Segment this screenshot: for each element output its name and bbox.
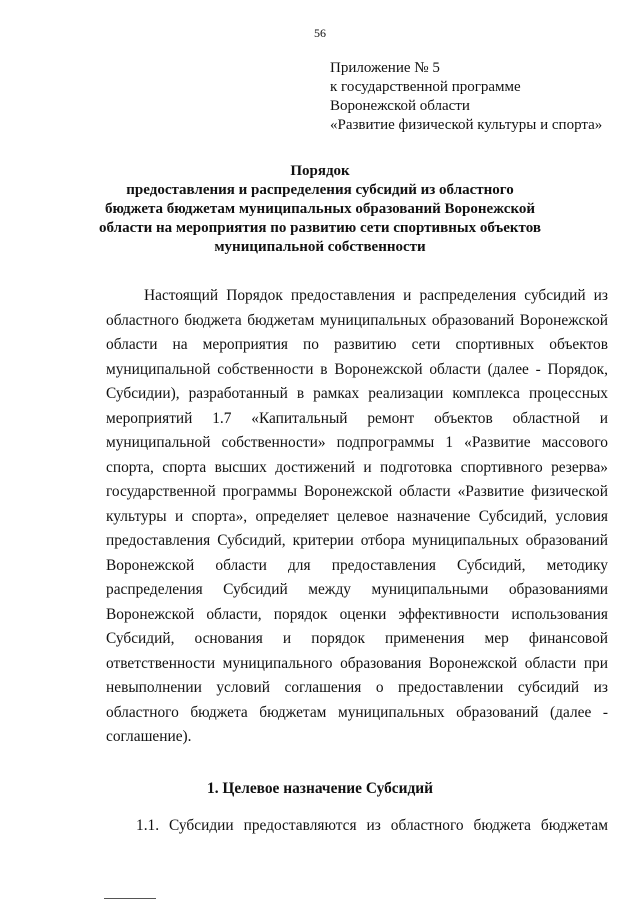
appendix-note (330, 59, 630, 135)
paragraph-line: Настоящий Порядок предоставления и распределения субсидий из (144, 287, 608, 304)
paragraph-line: муниципальной собственности в Воронежской области (далее - Порядок, (106, 360, 608, 378)
document-title (90, 162, 550, 257)
appendix-line: к государственной программе (330, 79, 521, 95)
paragraph-line: областного бюджета бюджетам муниципальных образований (далее - (106, 703, 608, 721)
paragraph-line: области на мероприятия по развитию сети спортивных объектов (106, 336, 608, 353)
paragraph-line: ответственности муниципального образования Воронежской области при (106, 654, 608, 672)
appendix-line: Воронежской области (330, 98, 470, 114)
title-line: области на мероприятия по развитию сети спортивных объектов (99, 220, 541, 236)
paragraph-line: мероприятий 1.7 «Капитальный ремонт объектов областной и (106, 409, 608, 427)
paragraph-line: Субсидий, основания и порядок применения мер финансовой (106, 630, 608, 647)
footnote-divider (104, 898, 156, 899)
paragraph-line: областного бюджета бюджетам муниципальных образований Воронежской (106, 311, 608, 329)
title-line: предоставления и распределения субсидий из областного (126, 182, 514, 198)
paragraph-line: Воронежской области для предоставления Субсидий, методику (106, 556, 608, 574)
paragraph-line: соглашение). (106, 728, 192, 745)
section-paragraph-line: 1.1. Субсидии предоставляются из областного бюджета бюджетам (136, 817, 608, 834)
page-number: 56 (314, 26, 326, 40)
title-line: муниципальной собственности (214, 239, 426, 255)
paragraph-line: государственной программы Воронежской области «Развитие физической (106, 483, 608, 500)
paragraph-line: муниципальной собственности» подпрограммы 1 «Развитие массового (106, 434, 608, 451)
section-heading: 1. Целевое назначение Субсидий (207, 780, 433, 797)
paragraph-line: предоставления Субсидий, критерии отбора муниципальных образований (106, 532, 608, 549)
title-line: бюджета бюджетам муниципальных образований Воронежской (104, 201, 536, 217)
paragraph-line: Субсидии), разработанный в рамках реализации комплекса процессных (106, 385, 608, 402)
appendix-line: «Развитие физической культуры и спорта» (330, 117, 603, 133)
paragraph-line: Воронежской области, порядок оценки эффективности использования (106, 605, 608, 623)
paragraph-line: спорта, спорта высших достижений и подготовка спортивного резерва» (106, 458, 608, 476)
paragraph-line: невыполнении условий соглашения о предоставлении субсидий из (106, 679, 608, 696)
appendix-line: Приложение № 5 (330, 60, 440, 76)
paragraph-line: культуры и спорта», определяет целевое назначение Субсидий, условия (106, 507, 608, 525)
paragraph-line: распределения Субсидий между муниципальными образованиями (106, 581, 608, 598)
body-paragraph (106, 284, 608, 750)
title-line: Порядок (290, 163, 350, 179)
